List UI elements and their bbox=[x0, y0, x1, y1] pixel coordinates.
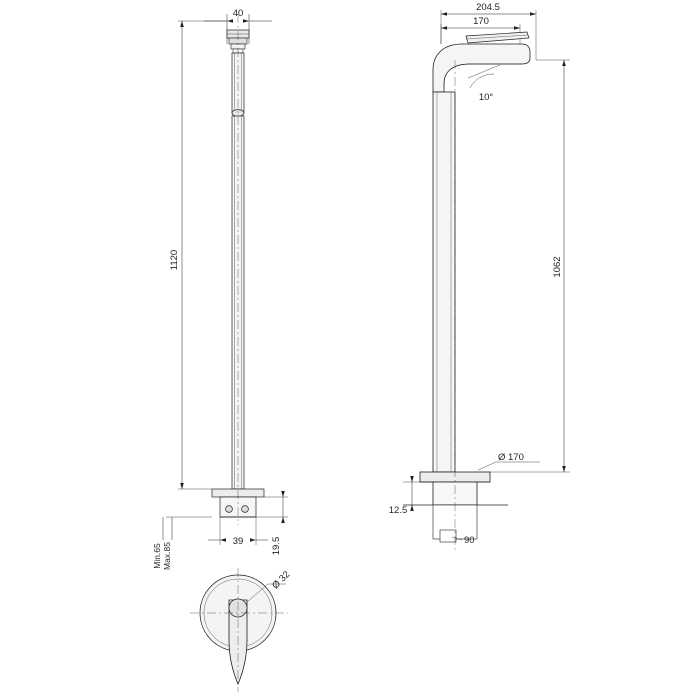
side-elevation-view bbox=[389, 2, 570, 552]
arrow-head bbox=[410, 505, 414, 511]
arrow-head bbox=[250, 538, 256, 542]
arrow-head bbox=[220, 538, 226, 542]
angle-leader bbox=[468, 65, 500, 78]
arrow-head bbox=[281, 517, 285, 523]
arrow-head bbox=[530, 12, 536, 16]
dim-handle-diameter: Ø 32 bbox=[270, 569, 293, 592]
front-elevation-view bbox=[152, 8, 288, 570]
dim-base-depth: 39 bbox=[232, 536, 244, 547]
inlet-connection-right bbox=[242, 506, 249, 513]
lever-handle bbox=[466, 32, 529, 43]
arrow-head bbox=[243, 19, 249, 23]
arrow-head bbox=[180, 483, 184, 489]
spout-body bbox=[433, 44, 530, 92]
connection-box bbox=[440, 530, 456, 542]
arrow-head bbox=[410, 476, 414, 482]
spout-inner-line bbox=[444, 64, 522, 84]
dim-base-height: 19.5 bbox=[271, 536, 282, 556]
arrow-head bbox=[562, 60, 566, 66]
arrow-head bbox=[441, 26, 447, 30]
arrow-head bbox=[281, 491, 285, 497]
dim-overall-reach: 204.5 bbox=[476, 2, 500, 13]
dim-spout-height: 1062 bbox=[552, 256, 563, 278]
arrow-head bbox=[180, 21, 184, 27]
dim-spout-reach: 170 bbox=[473, 16, 489, 27]
dim-total-height: 1120 bbox=[169, 249, 180, 271]
angle-arc bbox=[470, 74, 494, 88]
dim-spout-width: 40 bbox=[232, 8, 244, 19]
dim-max-depth: Max.85 bbox=[162, 542, 172, 570]
leader-line bbox=[478, 462, 496, 470]
dim-connection-size: 90 bbox=[464, 535, 475, 546]
inlet-connection-left bbox=[226, 506, 233, 513]
dim-plinth-height: 12.5 bbox=[388, 505, 408, 516]
arrow-head bbox=[514, 26, 520, 30]
dim-min-depth: Min.65 bbox=[152, 543, 162, 569]
arrow-head bbox=[441, 12, 447, 16]
arrow-head bbox=[227, 19, 233, 23]
column-side bbox=[433, 92, 455, 472]
arrow-head bbox=[562, 466, 566, 472]
dim-base-diameter: Ø 170 bbox=[498, 452, 524, 463]
top-plan-view bbox=[190, 568, 292, 692]
dim-lever-angle: 10° bbox=[478, 92, 494, 103]
